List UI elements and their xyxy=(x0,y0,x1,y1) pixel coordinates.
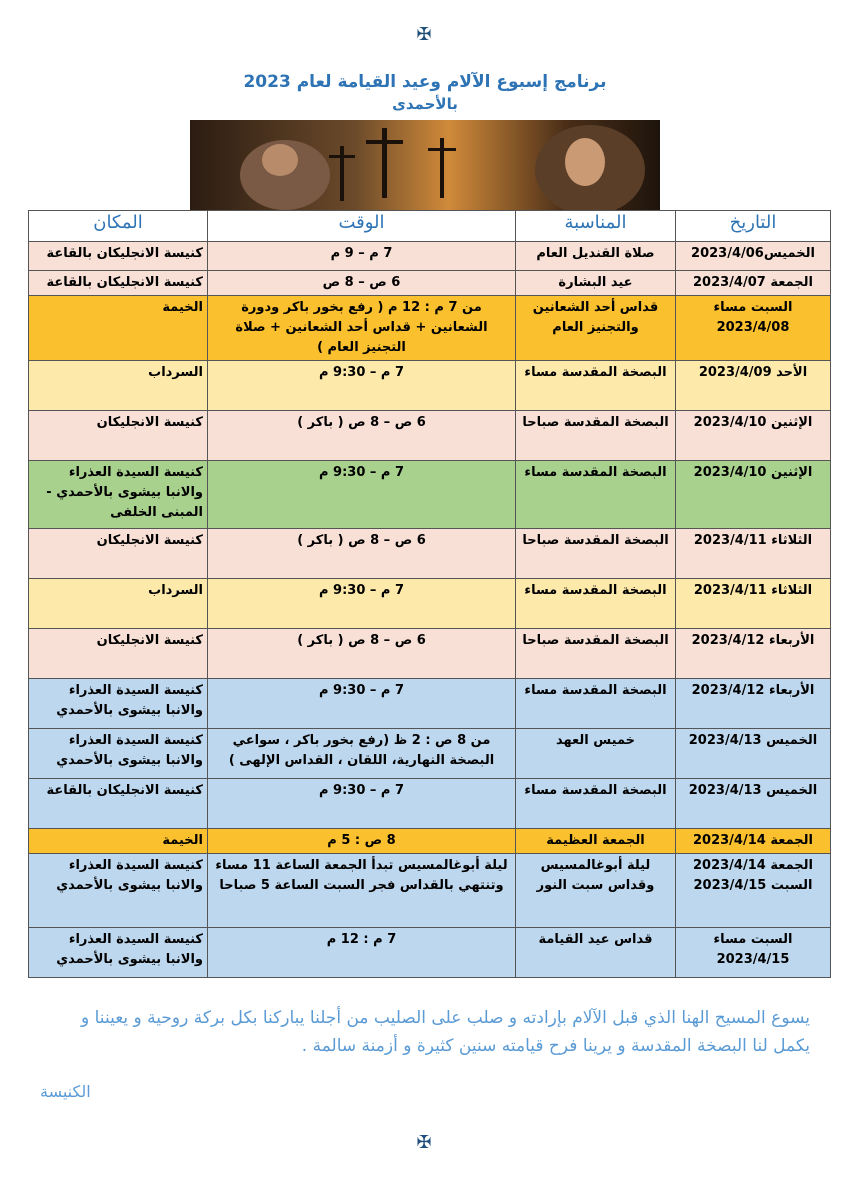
coptic-cross-icon: ✠ xyxy=(416,24,432,45)
occasion-cell: البصخة المقدسة مساء xyxy=(516,461,676,529)
signature: الكنيسة xyxy=(40,1082,91,1101)
table-row xyxy=(29,854,831,928)
occasion-cell: البصخة المقدسة صباحا xyxy=(516,529,676,579)
time-cell: من 8 ص : 2 ظ (رفع بخور باكر ، سواعي البصخة النهارية، اللقان ، القداس الإلهى ) xyxy=(208,729,516,779)
schedule-table xyxy=(28,210,831,978)
date-cell: الثلاثاء 2023/4/11 xyxy=(676,529,831,579)
time-cell: 7 م – 9:30 م xyxy=(208,361,516,411)
place-cell: كنيسة الانجليكان بالقاعة xyxy=(29,779,208,829)
occasion-cell: الجمعة العظيمة xyxy=(516,829,676,854)
time-cell: 6 ص – 8 ص ( باكر ) xyxy=(208,529,516,579)
table-row xyxy=(29,679,831,729)
date-cell: الجمعة 2023/4/14 السبت 2023/4/15 xyxy=(676,854,831,928)
table-row xyxy=(29,779,831,829)
table-row xyxy=(29,361,831,411)
time-cell: 7 م – 9:30 م xyxy=(208,461,516,529)
time-cell: من 7 م : 12 م ( رفع بخور باكر ودورة الشعانين + قداس أحد الشعانين + صلاة التجنيز العام ) xyxy=(208,296,516,361)
place-cell: الخيمة xyxy=(29,829,208,854)
table-row xyxy=(29,928,831,978)
time-cell: 6 ص – 8 ص ( باكر ) xyxy=(208,411,516,461)
table-row xyxy=(29,461,831,529)
date-cell: السبت مساء 2023/4/15 xyxy=(676,928,831,978)
place-cell: السرداب xyxy=(29,579,208,629)
date-cell: الأربعاء 2023/4/12 xyxy=(676,629,831,679)
header-time: الوقت xyxy=(208,211,516,242)
header-date: التاريخ xyxy=(676,211,831,242)
occasion-cell: البصخة المقدسة مساء xyxy=(516,361,676,411)
date-cell: الأربعاء 2023/4/12 xyxy=(676,679,831,729)
place-cell: كنيسة السيدة العذراء والانبا بيشوى بالأحمدي xyxy=(29,729,208,779)
table-row xyxy=(29,242,831,271)
place-cell: كنيسة الانجليكان xyxy=(29,411,208,461)
table-row xyxy=(29,411,831,461)
place-cell: كنيسة السيدة العذراء والانبا بيشوى بالأحمدي xyxy=(29,854,208,928)
table-row xyxy=(29,829,831,854)
date-cell: الإثنين 2023/4/10 xyxy=(676,461,831,529)
date-cell: الخميس2023/4/06 xyxy=(676,242,831,271)
header-occasion: المناسبة xyxy=(516,211,676,242)
header-place: المكان xyxy=(29,211,208,242)
table-row xyxy=(29,579,831,629)
table-row xyxy=(29,529,831,579)
place-cell: كنيسة السيدة العذراء والانبا بيشوى بالأحمدي - المبنى الخلفى xyxy=(29,461,208,529)
date-cell: الثلاثاء 2023/4/11 xyxy=(676,579,831,629)
occasion-cell: ليلة أبوغالمسيس وقداس سبت النور xyxy=(516,854,676,928)
place-cell: كنيسة السيدة العذراء والانبا بيشوى بالأحمدي xyxy=(29,679,208,729)
time-cell: 7 م – 9:30 م xyxy=(208,579,516,629)
time-cell: 7 م – 9:30 م xyxy=(208,779,516,829)
occasion-cell: خميس العهد xyxy=(516,729,676,779)
occasion-cell: قداس أحد الشعانين والتجنيز العام xyxy=(516,296,676,361)
time-cell: 7 م – 9:30 م xyxy=(208,679,516,729)
occasion-cell: صلاة القنديل العام xyxy=(516,242,676,271)
place-cell: كنيسة السيدة العذراء والانبا بيشوى بالأحمدي xyxy=(29,928,208,978)
occasion-cell: البصخة المقدسة صباحا xyxy=(516,629,676,679)
banner-illustration xyxy=(190,120,660,210)
time-cell: ليلة أبوغالمسيس تبدأ الجمعة الساعة 11 مساء وتنتهي بالقداس فجر السبت الساعة 5 صباحا xyxy=(208,854,516,928)
occasion-cell: البصخة المقدسة مساء xyxy=(516,579,676,629)
date-cell: الجمعة 2023/4/14 xyxy=(676,829,831,854)
date-cell: الإثنين 2023/4/10 xyxy=(676,411,831,461)
date-cell: الخميس 2023/4/13 xyxy=(676,729,831,779)
table-row xyxy=(29,296,831,361)
place-cell: كنيسة الانجليكان xyxy=(29,629,208,679)
blessing-text: يسوع المسيح الهنا الذي قبل الآلام بإرادته و صلب على الصليب من أجلنا يباركنا بكل بركة روحية و يعيننا و يكمل لنا البصخة المقدسة و يرينا فرح قيامته سنين كثيرة و أزمنة سالمة . xyxy=(81,1008,810,1056)
occasion-cell: قداس عيد القيامة xyxy=(516,928,676,978)
place-cell: السرداب xyxy=(29,361,208,411)
place-cell: الخيمة xyxy=(29,296,208,361)
place-cell: كنيسة الانجليكان بالقاعة xyxy=(29,271,208,296)
page-title: برنامج إسبوع الآلام وعيد القيامة لعام 2023 xyxy=(243,72,607,92)
occasion-cell: البصخة المقدسة مساء xyxy=(516,679,676,729)
table-header-row xyxy=(29,211,831,242)
table-row xyxy=(29,729,831,779)
time-cell: 6 ص – 8 ص xyxy=(208,271,516,296)
date-cell: الجمعة 2023/4/07 xyxy=(676,271,831,296)
date-cell: الأحد 2023/4/09 xyxy=(676,361,831,411)
time-cell: 8 ص : 5 م xyxy=(208,829,516,854)
date-cell: الخميس 2023/4/13 xyxy=(676,779,831,829)
occasion-cell: البصخة المقدسة صباحا xyxy=(516,411,676,461)
occasion-cell: البصخة المقدسة مساء xyxy=(516,779,676,829)
coptic-cross-icon: ✠ xyxy=(416,1132,432,1153)
date-cell: السبت مساء 2023/4/08 xyxy=(676,296,831,361)
place-cell: كنيسة الانجليكان xyxy=(29,529,208,579)
time-cell: 7 م : 12 م xyxy=(208,928,516,978)
place-cell: كنيسة الانجليكان بالقاعة xyxy=(29,242,208,271)
crucifixion-banner-image xyxy=(190,120,660,210)
time-cell: 6 ص – 8 ص ( باكر ) xyxy=(208,629,516,679)
table-row xyxy=(29,271,831,296)
time-cell: 7 م – 9 م xyxy=(208,242,516,271)
table-row xyxy=(29,629,831,679)
occasion-cell: عيد البشارة xyxy=(516,271,676,296)
page-subtitle: بالأحمدى xyxy=(392,95,458,113)
